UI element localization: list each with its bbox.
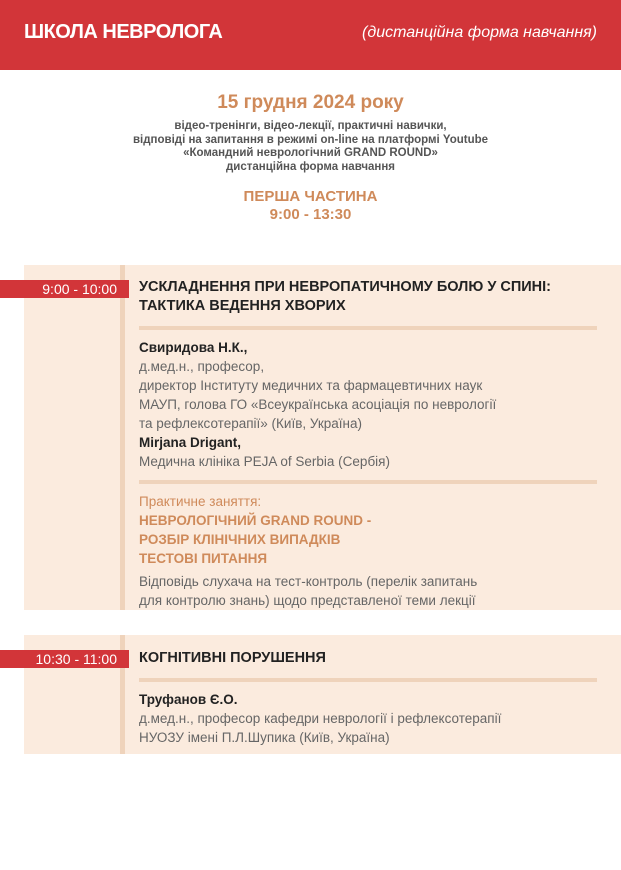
session-block — [24, 265, 621, 610]
header-banner — [0, 0, 621, 70]
speaker-info: НУОЗУ імені П.Л.Шупика (Київ, Україна) — [139, 730, 390, 745]
description-line: відповіді на запитання в режимі on-line на платформі Youtube — [132, 133, 489, 146]
session-title — [139, 649, 597, 668]
intro-section — [0, 90, 621, 224]
session-content — [139, 649, 597, 747]
description-line: відео-тренінги, відео-лекції, практичні навички, — [174, 120, 447, 132]
speaker — [139, 690, 597, 747]
header-title: ШКОЛА НЕВРОЛОГА — [24, 21, 223, 43]
speaker-name: Труфанов Є.О. — [139, 692, 238, 707]
description-line: дистанційна форма навчання — [225, 160, 395, 173]
description-line: «Командний неврологічний GRAND ROUND» — [183, 147, 438, 159]
speaker-info: та рефлексотерапії» (Київ, Україна) — [139, 416, 362, 431]
speaker-info: МАУП, голова ГО «Всеукраїнська асоціація по неврології — [139, 397, 497, 412]
practical-title-line: НЕВРОЛОГІЧНИЙ GRAND ROUND - — [139, 513, 372, 528]
session-title-line: УСКЛАДНЕННЯ ПРИ НЕВРОПАТИЧНОМУ БОЛЮ У СПИНІ: — [139, 279, 552, 295]
speaker-info: д.мед.н., професор, — [139, 359, 265, 374]
time-badge — [0, 650, 129, 668]
divider — [139, 326, 597, 330]
session-title — [139, 278, 597, 316]
practical-info: для контролю знань) щодо представленої теми лекції — [139, 593, 476, 608]
time-badge — [0, 280, 129, 298]
speaker-name: Свиридова Н.К., — [139, 340, 248, 355]
practical-title-line: ТЕСТОВІ ПИТАННЯ — [139, 551, 268, 566]
divider — [139, 480, 597, 484]
part-heading — [0, 188, 621, 224]
header-subtitle: (дистанційна форма навчання) — [362, 24, 597, 41]
session-title-line: КОГНІТИВНІ ПОРУШЕННЯ — [139, 650, 326, 666]
practical-title-line: РОЗБІР КЛІНІЧНИХ ВИПАДКІВ — [139, 532, 341, 547]
part-title: ПЕРША ЧАСТИНА — [243, 188, 378, 205]
practical-label: Практичне заняття: — [139, 494, 262, 509]
part-time: 9:00 - 13:30 — [269, 206, 352, 223]
session-time: 9:00 - 10:00 — [42, 281, 117, 297]
speaker — [139, 338, 597, 433]
event-date: 15 грудня 2024 року — [217, 92, 404, 113]
practical-info: Відповідь слухача на тест-контроль (перелік запитань — [139, 574, 478, 589]
speaker — [139, 433, 597, 471]
speaker-info: д.мед.н., професор кафедри неврології і рефлексотерапії — [139, 711, 502, 726]
session-time: 10:30 - 11:00 — [35, 651, 117, 667]
session-vertical-bar — [120, 265, 125, 610]
session-content — [139, 278, 597, 610]
speaker-name: Mirjana Drigant, — [139, 435, 242, 450]
event-description — [0, 120, 621, 174]
speaker-info: Медична клініка PEJA of Serbia (Сербія) — [139, 454, 390, 469]
practical-section — [139, 492, 597, 610]
session-title-line: ТАКТИКА ВЕДЕННЯ ХВОРИХ — [139, 298, 346, 314]
divider — [139, 678, 597, 682]
session-block — [24, 635, 621, 754]
speaker-info: директор Інституту медичних та фармацевтичних наук — [139, 378, 483, 393]
